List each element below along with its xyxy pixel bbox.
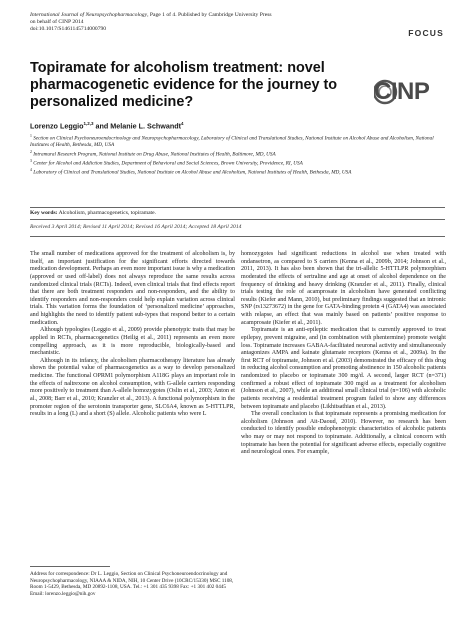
affiliation-number: 2	[30, 149, 32, 154]
keywords-text: Alcoholism, pharmacogenetics, topiramate.	[57, 210, 156, 216]
keywords	[30, 210, 156, 216]
affiliation-number: 4	[30, 167, 32, 172]
journal-name: International Journal of Neuropsychopharmacology	[30, 12, 148, 18]
affiliation-text: Section on Clinical Psychoneuroendocrinology and Neuropsychopharmacology, Laboratory of Clinical and Translational Studies, National Institute on Alcohol Abuse and Alcoholism, National Institutes of Health, Bethesda, MD, USA	[30, 135, 434, 149]
affiliation-number: 3	[30, 158, 32, 163]
paragraph: Although typologies (Leggio et al., 2009) provide phenotypic traits that may be applied in RCTs, pharmacogenetics (Heilig et al., 2011) represents an even more compelling approach, as it is more reproducible, biologically-based and mechanistic.	[30, 327, 235, 357]
keywords-label: Key words:	[30, 210, 58, 216]
affiliations	[30, 133, 450, 176]
affiliation-text: Laboratory of Clinical and Translational Studies, National Institute on Alcohol Abuse and Alcoholism, National Institutes of Health, Bethesda, MD, USA	[33, 169, 352, 176]
received-dates: Received 3 April 2014; Revised 11 April 2014; Revised 16 April 2014; Accepted 18 April 2014	[30, 224, 242, 230]
journal-publisher-line: on behalf of CINP 2014	[30, 19, 84, 25]
affiliation-text: Intramural Research Program, National Institute on Drug Abuse, National Institutes of Health, Baltimore, MD, USA	[33, 151, 276, 158]
focus-badge: FOCUS	[408, 28, 444, 38]
affiliation-4	[30, 167, 450, 176]
paragraph: Topiramate is an anti-epileptic medication that is currently approved to treat epilepsy, prevent migraine, and (in combination with phentermine) promote weight loss. Topiramate increases GABAA-facilitated neuronal activity and simultaneously antagonizes AMPA and kainate glutamate receptors (Kenna et al., 2009a). In the first RCT of topiramate, Johnson et al. (2003) demonstrated the efficacy of this drug in reducing alcohol consumption and promoting abstinence in 150 alcoholic patients randomized to placebo or topiramate 300 mg/d. A second, larger RCT (n=371) confirmed a robust effect of topiramate 300 mg/d as a treatment for alcoholism (Johnson et al., 2007), while an additional small clinical trial (n=106) with alcoholic patients receiving a residential treatment program failed to show any differences between topiramate and placebo (Likhitsathian et al., 2013).	[241, 327, 446, 410]
paragraph: homozygotes had significant reductions in alcohol use when treated with ondansetron, as compared to S carriers (Kenna et al., 2009b, 2014; Johnson et al., 2011, 2013). It has also been shown that the tri-allelic 5-HTTLPR polymorphism moderated the effects of sertraline and age at onset of alcohol dependence on the frequency of drinking and heavy drinking (Kranzler et al., 2011). Finally, clinical trials testing the role of acamprosate in alcoholism have generated conflicting results (Kiefer and Mann, 2010), but preliminary findings suggested that an intronic SNP (rs13273672) in the gene for GATA-binding protein 4 (GATA4) was associated with relapse, an effect that was mainly based on patients’ positive response to acamprosate (Kiefer et al., 2011).	[241, 251, 446, 326]
affiliation-2	[30, 149, 450, 158]
affiliation-3	[30, 158, 450, 167]
author-line	[30, 121, 184, 130]
affiliation-number: 1	[30, 134, 32, 138]
affiliation-text: Center for Alcohol and Addiction Studies, Department of Behavioral and Social Sciences, Brown University, Providence, RI, USA	[33, 160, 303, 167]
paragraph: The overall conclusion is that topiramate represents a promising medication for alcoholism (Johnson and Ait-Daoud, 2010). However, no research has been conducted to identify possible endophenotypic characteristics of alcoholic patients who may or may not respond to topiramate. Additionally, a clinical concern with topiramate has been the potential for significant adverse effects, especially cognitive and neurological ones. For example,	[241, 411, 446, 456]
cinp-logo-text: CINP	[374, 78, 430, 105]
body-column-right	[241, 251, 446, 457]
affiliation-1	[30, 133, 450, 149]
divider	[30, 207, 445, 208]
author-2-affil: 4	[181, 121, 184, 126]
paragraph: The small number of medications approved for the treatment of alcoholism is, by itself, an important justification for the significant efforts directed towards medication development. Perhaps an even more important issue is why a medication (approved or used off-label) does not always reproduce the same results across randomized clinical trials (RCTs). Indeed, even clinical trials that find effects report that there are both treatment responders and non-responders, and the ability to identify responders and non-responders could help explain variation across clinical trials. This variation forms the foundation of ‘personalized medicine’ approaches, and highlights the need to identify patient sub-types that respond better to a certain medication.	[30, 251, 235, 326]
correspondence-address: Address for correspondence: Dr L. Leggio, Section on Clinical Psychoneuroendocrinology and Neuropsychopharmacology, NIAAA & NIDA, NIH, 10 Center Drive (10CRC/15330) MSC 1108, Room 1-5429, Bethesda, MD 20892-1108, USA. Tel.: +1 301 435 9398 Fax: +1 301 402 0445	[30, 571, 234, 591]
article-title: Topiramate for alcoholism treatment: novel pharmacogenetic evidence for the journey to personalized medicine?	[30, 60, 338, 110]
correspondence-email[interactable]: Email: lorenzo.leggio@nih.gov	[30, 590, 96, 597]
author-1: Lorenzo Leggio	[30, 121, 84, 131]
journal-page-info: , Page 1 of 4. Published by Cambridge University Press	[147, 12, 272, 18]
correspondence-footnote	[30, 571, 235, 597]
body-column-left	[30, 251, 235, 419]
divider	[30, 236, 445, 237]
paragraph: Although in its infancy, the alcoholism pharmacotherapy literature has already shown the potential value of pharmacogenetics as a way to develop personalized medicine. The functional OPRM1 polymorphism A118G plays an important role in the effects of naltrexone on alcohol consumption, with G-allele carriers responding more positively to treatment than A-allele homozygotes (Oslin et al., 2003; Anton et al., 2008; Barr et al., 2010; Kranzler et al., 2013). A functional polymorphism in the promoter region of the serotonin transporter gene, SLC6A4, known as 5-HTTLPR, results in a long (L) and a short (S) allele. Alcoholic patients who were L	[30, 357, 235, 418]
journal-doi[interactable]: doi:10.1017/S1461145714000790	[30, 26, 107, 32]
author-1-affil: 1,2,3	[83, 121, 94, 126]
journal-header	[30, 12, 330, 33]
divider	[30, 219, 445, 220]
footnote-divider	[30, 566, 110, 567]
cinp-logo	[374, 78, 444, 106]
author-2: and Melanie L. Schwandt	[93, 121, 181, 131]
